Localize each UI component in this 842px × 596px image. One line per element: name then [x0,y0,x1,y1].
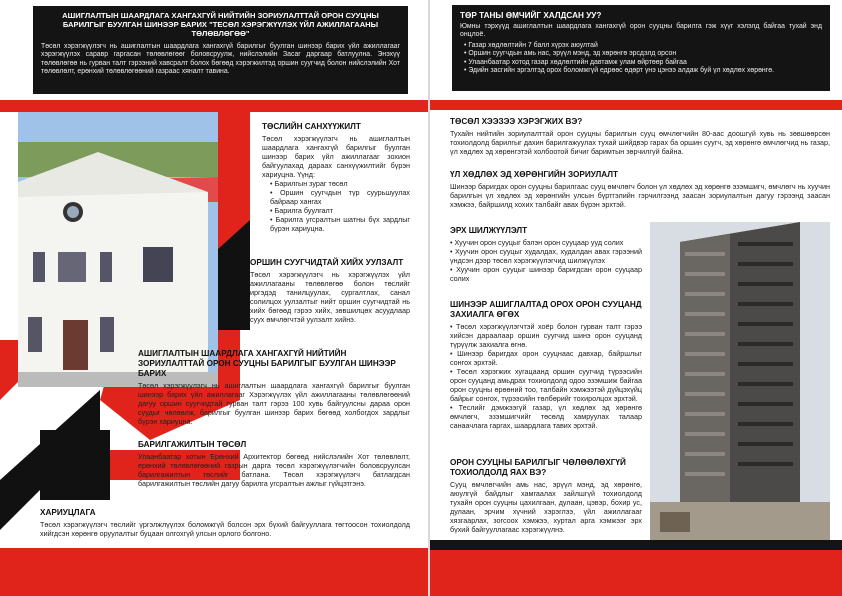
transfer-section [450,226,642,283]
intro-body: Төсөл хэрэгжүүлэгч нь ашиглалтын шаардлага хангахгүй барилгыг буулган шинээр барих үйл ажиллагааг хэрэгжүүлэх саравр гаргасан төлөвлөгөөг боловсруулж, нийслэлийн Засаг даргаар батлуулна. Энэхүү төлөвлөгөө нь гурван талт гэрээний хавсралт болох бөгөөд хэрэгжилтэд оршин суугчид болон нийслэлийн Хот төлөвлөлт, ерөнхий төлөвлөгөөний газраас хяналт тавина. [41,43,400,76]
order-item: • Теслийг дэмжээгүй газар, үл хөдлөх эд хөрөнгө өмчлөгч, эзэмшигчийг төсөлд хамруулах талаар санаачлага гаргах, шаардлага тавих эрхтэй. [450,403,642,430]
responsibility-title: ХАРИУЦЛАГА [40,508,96,517]
financing-title: ТӨСЛИЙН САНХҮҮЖИЛТ [262,122,361,131]
transfer-title: ЭРХ ШИЛЖҮҮЛЭЛТ [450,226,528,235]
right-red-band [430,550,842,596]
order-item: • Шинээр баригдах орон сууцнаас давхар, байршлыг сонгох эрхтэй. [450,349,642,367]
financing-item: • Барилга буулгалт [270,206,334,215]
financing-item: • Оршин суугчдын түр суурьшуулах байраар хангах [270,188,410,206]
responsibility-body: Төсөл хэрэгжүүлэгч төслийг үргэлжлүүлэх боломжгүй болсон эрх бүхий байгууллага төгтоосон тохиолдолд хийгдсэн хөрөнгө оруулалтыг буцаан олгохгүй улсын орлого болгоно. [40,520,410,538]
transfer-item: • Хуучин орон сууцыг шинээр баригдсан орон сууцаар солих [450,265,642,283]
why-list [460,42,822,76]
eviction-body: Сууц өмчлөгчийн амь нас, эрүүл мэнд, эд хөрөнгө, аюулгүй байдлыг хамгаалах зайлшгүй тохиолдолд тухайн орон сууцны цахилгаан, дулаан, цэвэр, бохир ус, дулаан, эрчим хүчний хэрэглээ, үйл ажиллагааг хязгаарлах, зогсоох хэмжээ, хуртал арга хэмжээг эрх бүхий байгууллагаас хэрэгжүүлнэ. [450,480,642,534]
right-page [430,0,842,596]
transfer-item: • Хуучин орон сууцыг бэлэн орон сууцаар ууд солих [450,238,624,247]
intro-title: АШИГЛАЛТЫН ШААРДЛАГА ХАНГАХГҮЙ НИЙТИЙН ЗОРИУЛАЛТТАЙ ОРОН СУУЦНЫ БАРИЛГЫГ БУУЛГАН ШИНЭЭР БАРИХ "ТЕСӨЛ ХЭРЭГЖҮҮЛЭХ ҮЙЛ АЖИЛЛАГААНЫ ТӨЛӨВЛӨГӨӨ" [62,11,379,38]
order-item: • Төсөл хэрэгжүүлэгчтэй хоёр болон гурван талт гэрээ хийсэн дараалаар оршин суугчид шинэ орон сууцанд түрүүлж захиалга өгнө. [450,322,642,349]
rebuild-section [138,349,410,426]
why-item: • Улаанбаатар хотод газар хөдлөлтийн давтамж улам өйртөөр байгаа [464,58,687,66]
construction-section [138,440,410,488]
why-body: Юмны тэрхүүд ашиглалтын шаардлага хангахгүй орон сууцны барилга гэж хүүг хэлэлд байгаа тухай энд онцлоё. [460,23,822,39]
construction-body: Улаанбаатар хотын Ерөнхий Архитектор бөгөөд нийслэлийн Хот төлөвлөлт, ерөнхий төлөвлөгөөний газрын дарга төсөл хэрэгжүүлэгчийн боловсруулсан барилгажилтын төслийг батлана. Төсөл хэрэгжүүлэгч батлагдсан барилгажилтын төслийн дагуу барилга угсралтын ажлыг гүйцэтгэнэ. [138,452,410,488]
new-tower-photo [650,222,830,540]
why-box [452,5,830,91]
transfer-list [450,238,642,283]
construction-title: БАРИЛГАЖИЛТЫН ТӨСӨЛ [138,440,247,449]
why-item: • Эдийн засгийн эргэлтэд орох боломжгүй едрөөс өдөрт үнэ цэнээ алдаж буй үл хөдлөх хөрөнгө. [464,67,774,75]
timing-title: ТӨСӨЛ ХЭЭЗЭЭ ХЭРЭГЖИХ ВЭ? [450,117,583,126]
meeting-body: Төсөл хэрэгжүүлэгч нь хэрэгжүүлэх үйл ажиллагааны төлөвлөгөө болон төслийг иргэдэд танилцуулах, сургалтлах, санал солилцох уулзалтыг нийт оршин суугчидтай нь хийх бөгөөд гэрээ хийх, зөвшилцөх асуудлаар суух өмчлөгчтэй уулзалт хийнэ. [250,270,410,324]
order-list [450,322,642,430]
financing-list [262,179,410,233]
meeting-section [250,258,410,324]
transfer-item: • Хуучин орон сууцыг худалдах, худалдан авах гэрээний үндсэн дээр төсөл хэрэгжүүлэгчид шилжүүлэх [450,247,642,265]
old-building-photo [18,112,218,387]
order-section [450,300,642,430]
meeting-title: ОРШИН СУУГЧИДТАЙ ХИЙХ УУЛЗАЛТ [250,258,404,267]
purpose-section [450,170,830,209]
why-title: ТӨР ТАНЫ ӨМЧИЙГ ХАЛДСАН УУ? [460,11,602,20]
why-item: • Оршин суугчдын амь нас, эрүүл мэнд, эд хөрөнгө эрсдэлд орсон [464,50,677,58]
intro-box [33,6,408,94]
responsibility-section [40,508,410,538]
rebuild-body: Төсөл хэрэгжүүлэгч нь ашиглалтын шаардлага хангахгүй барилгыг буулган шинээр барих үйл ажиллагааг Хэрэгжүүлэх үйл ажиллагааны төлөвлөгөөний дагуу оршин суугчидтай гурван талт гэрээ 100 хувь байгуулсны дараа орон суудыг чөлөөлж, барилгыг буулган шинээр барих бөгөөд холбогдох зардлыг бүрэн хариуцна. [138,381,410,426]
timing-section [450,117,830,156]
right-black-band [430,540,842,550]
rebuild-title: АШИГЛАЛТЫН ШААРДЛАГА ХАНГАХГҮЙ НИЙТИЙН ЗОРИУЛАЛТТАЙ ОРОН СУУЦНЫ БАРИЛГЫГ БУУЛГАН ШИНЭЭР БАРИХ [138,349,396,378]
timing-body: Тухайн нийтийн зориулалттай орон сууцны барилгын сууц өмчлөгчийн 80-аас доошгүй хувь нь зөвшөөрсөн тохиолдолд барилгыг дахин барилгажуулах тухай шийдвэр гарах ба оршин суугч, эд хөрөнгө өмчлөгчид нь газар, үл хөдлөх эд хөрөнгэтэй холбоотой бичиг баримтын зөрчилгүй байна. [450,129,830,156]
right-red-strip [430,100,842,110]
purpose-title: ҮЛ ХӨДЛӨХ ЭД ХӨРӨНГИЙН ЗОРИУЛАЛТ [450,170,619,179]
why-item: • Газар хөдлөлтийн 7 балл хүрэх аюултай [464,41,598,49]
purpose-body: Шинээр баригдах орон сууцны барилгаас сууц өмчлөгч болон үл хөдлөх эд хөрөнгө эзэмшигч, өмчлөгч нь хуучин барилгын үл хөдлөх эд хөрөнгийн улсын бүртгэлийн гэрчилгээнд заасан зориулалтын дагуу гэрээнд заасан хэмжээ, байршилд хохих талбайг авах бүрэн эрхтэй. [450,182,830,209]
financing-item: • Барилга угсралтын шатны бүх зардлыг бүрэн хариуцна. [270,215,410,233]
order-title: ШИНЭЭР АШИГЛАЛТАД ОРОХ ОРОН СУУЦАНД ЗАХИАЛГА ӨГӨХ [450,300,642,319]
eviction-title: ОРОН СУУЦНЫ БАРИЛГЫГ ЧӨЛӨӨЛӨХГҮЙ ТОХИОЛДОЛД ЯАХ ВЭ? [450,458,626,477]
financing-item: • Барилгын зураг төсөл [270,179,348,188]
financing-section [262,122,410,233]
order-item: • Төсөл хэрэгжих хугацаанд оршин суугчид түрээсийн орон сууцанд амьдрах тохиолдолд одоо эзэмшиж байгаа орон сууцны өрөөний тоо, талбайн хэмжээтэй дүйцэхүйц байрыг сонгох, түрээсийн төлбөрийг тохиролцох эрхтэй. [450,367,642,403]
eviction-section [450,458,642,534]
financing-body: Төсөл хэрэгжүүлэгч нь ашиглалтын шаардлага хангахгүй барилгыг буулган шинээр барих үйл ажиллагааг зохион байгуулахад дараах санхүүжилтийг бүрэн хариуцна. Үүнд: [262,134,410,179]
